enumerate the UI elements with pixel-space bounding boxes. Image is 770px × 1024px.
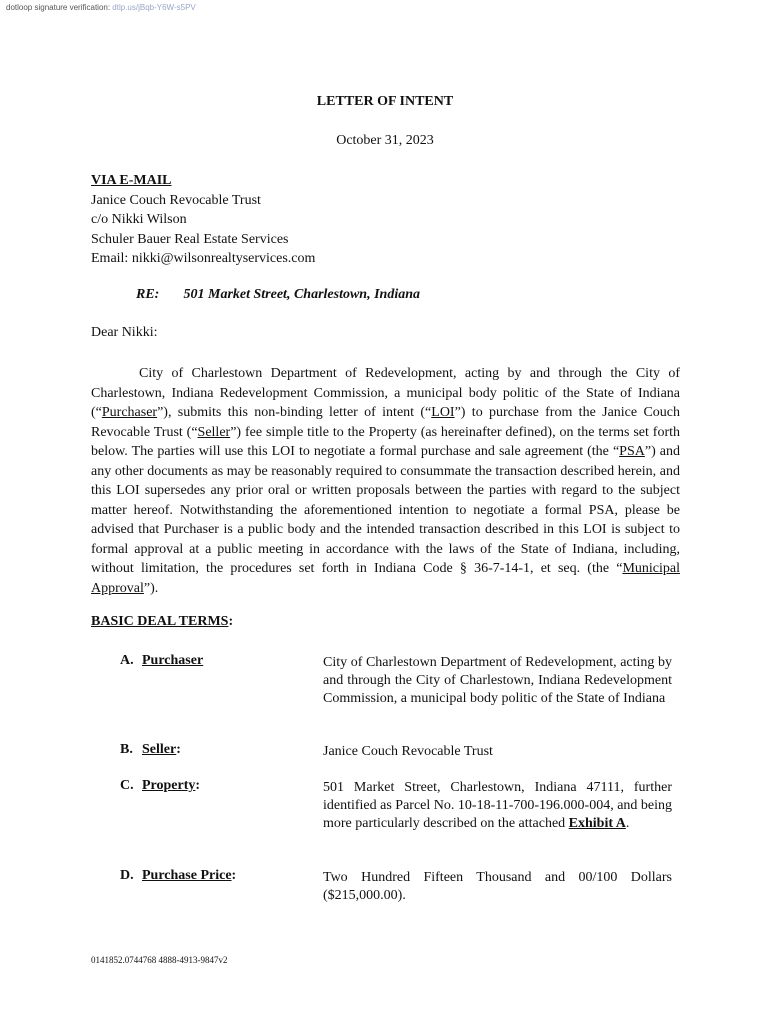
body-text: ”) fee simple title to the Property (as hereinafter defined), on the terms set forth below. The parties will use this LOI to negotiate a formal purchase and sale agreement (the “ xyxy=(91,424,680,459)
term-label-purchase-price xyxy=(120,868,236,884)
heading-text: BASIC DEAL TERMS xyxy=(91,614,229,629)
document-date: October 31, 2023 xyxy=(336,133,434,148)
basic-deal-terms-heading xyxy=(91,614,233,630)
property-text: 501 Market Street, Charlestown, Indiana 47111, further identified as Parcel No. 10-18-11-700-196.000-004, and being more particularly described on the attached xyxy=(323,780,673,831)
term-suffix: : xyxy=(231,868,237,883)
recipient-line: Janice Couch Revocable Trust xyxy=(91,192,261,208)
term-letter: C. xyxy=(120,778,134,793)
heading-colon: : xyxy=(228,614,234,629)
verification-link[interactable]: dtlp.us/jBqb-Y6W-s5PV xyxy=(112,3,196,12)
property-end: . xyxy=(625,816,630,831)
body-text: ”). xyxy=(143,580,159,596)
re-label: RE: xyxy=(136,287,160,302)
term-suffix: : xyxy=(176,742,181,757)
salutation: Dear Nikki: xyxy=(91,325,158,340)
defined-term-municipal-approval: Municipal Approval xyxy=(91,561,680,596)
defined-term-purchaser: Purchaser xyxy=(101,405,158,420)
term-value-purchase-price: Two Hundred Fifteen Thousand and 00/100 Dollars ($215,000.00). xyxy=(323,870,672,903)
term-label: Property xyxy=(142,778,196,793)
recipient-email: Email: nikki@wilsonrealtyservices.com xyxy=(91,251,316,266)
term-value-property xyxy=(323,779,672,833)
term-letter: D. xyxy=(120,868,134,883)
delivery-method: VIA E-MAIL xyxy=(91,173,172,188)
term-label-property xyxy=(120,778,200,794)
recipient-block xyxy=(91,171,315,269)
term-letter: B. xyxy=(120,742,133,757)
verification-label: dotloop signature verification: xyxy=(6,3,111,12)
re-subject: 501 Market Street, Charlestown, Indiana xyxy=(183,287,420,302)
body-text: ”), submits this non-binding letter of intent (“ xyxy=(157,405,432,420)
body-text: ”) to purchase from the Janice Couch Revocable Trust (“ xyxy=(91,405,680,440)
defined-term-psa: PSA xyxy=(619,444,645,459)
defined-term-loi: LOI xyxy=(431,405,455,420)
term-label: Purchaser xyxy=(142,653,204,668)
term-label: Seller xyxy=(142,742,177,757)
document-footer: 0141852.0744768 4888-4913-9847v2 xyxy=(91,955,228,965)
term-letter: A. xyxy=(120,653,134,668)
body-paragraph xyxy=(91,364,680,598)
signature-verification xyxy=(6,3,196,12)
recipient-line: c/o Nikki Wilson xyxy=(91,212,187,227)
recipient-line: Schuler Bauer Real Estate Services xyxy=(91,231,289,247)
term-value-seller: Janice Couch Revocable Trust xyxy=(323,744,493,759)
document-title: LETTER OF INTENT xyxy=(316,94,454,109)
term-label-seller xyxy=(120,742,181,758)
re-line xyxy=(136,287,420,303)
term-label: Purchase Price xyxy=(142,868,232,883)
exhibit-a-link: Exhibit A xyxy=(568,816,626,831)
term-value-purchaser: City of Charlestown Department of Redevelopment, acting by and through the City of Charlestown, Indiana Redevelopment Commission, a municipal body politic of the State of Indiana xyxy=(323,655,672,706)
body-text: City of Charlestown Department of Redevelopment, acting by and through the City of Charlestown, Indiana Redevelopment Commission, a municipal body politic of the State of Indiana (“ xyxy=(91,366,680,420)
body-text: ”) and any other documents as may be reasonably required to consummate the transaction described herein, and this LOI supersedes any prior oral or written proposals between the parties with regard to the subject matter hereof. Notwithstanding the aforementioned intention to negotiate a formal PSA, please be advised that Purchaser is a public body and the intended transaction described in this LOI is subject to formal approval at a public meeting in accordance with the laws of the State of Indiana, including, without limitation, the procedures set forth in Indiana Code § 36-7-14-1, et seq. (the “ xyxy=(91,444,680,576)
term-label-purchaser xyxy=(120,653,203,669)
term-suffix: : xyxy=(195,778,201,793)
defined-term-seller: Seller xyxy=(197,424,231,440)
